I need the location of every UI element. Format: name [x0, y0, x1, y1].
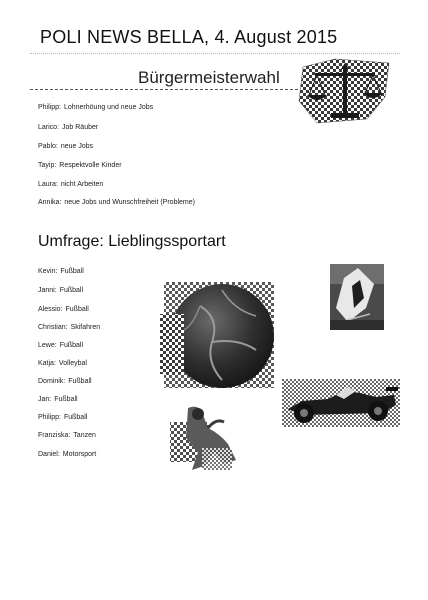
entry-text: Lohnerhöung und neue Jobs — [63, 104, 154, 111]
election-divider — [30, 89, 298, 90]
entry-text: neue Jobs und Wunschfreiheit (Probleme) — [64, 199, 195, 206]
survey-entry — [38, 342, 83, 349]
election-entry — [38, 124, 98, 131]
survey-entry — [38, 287, 83, 294]
sports-figure-icon — [168, 404, 244, 476]
entry-name: Kevin: — [38, 268, 58, 275]
skier-icon — [330, 264, 384, 330]
scales-icon — [297, 57, 393, 125]
entry-text: Fußball — [59, 342, 84, 349]
election-entry — [38, 181, 103, 188]
entry-name: Lewe: — [38, 342, 57, 349]
page-title: POLI NEWS BELLA, 4. August 2015 — [40, 27, 338, 47]
election-entry — [38, 104, 153, 111]
survey-entry — [38, 268, 84, 275]
entry-name: Franziska: — [38, 432, 71, 439]
survey-entry — [38, 396, 78, 403]
entry-name: Pablo: — [38, 143, 58, 150]
survey-heading: Umfrage: Lieblingssportart — [38, 233, 226, 250]
survey-entry — [38, 432, 96, 439]
survey-entry — [38, 414, 87, 421]
election-entry — [38, 162, 122, 169]
entry-text: Volleybal — [58, 360, 87, 367]
entry-name: Laura: — [38, 181, 58, 188]
entry-text: neue Jobs — [60, 143, 94, 150]
survey-entry — [38, 378, 92, 385]
entry-text: Fußball — [63, 414, 88, 421]
survey-entry — [38, 306, 89, 313]
entry-text: Skifahren — [70, 324, 101, 331]
entry-name: Philipp: — [38, 414, 61, 421]
survey-entry — [38, 324, 100, 331]
soccer-ball-icon — [160, 276, 280, 394]
election-heading: Bürgermeisterwahl — [138, 68, 280, 87]
entry-name: Philipp: — [38, 104, 61, 111]
entry-text: Fußball — [65, 306, 89, 313]
entry-name: Dominik: — [38, 378, 66, 385]
election-entry — [38, 143, 93, 150]
race-car-icon — [282, 379, 400, 427]
entry-text: Fußball — [54, 396, 78, 403]
entry-name: Daniel: — [38, 451, 60, 458]
entry-text: Fußball — [68, 378, 92, 385]
entry-name: Janni: — [38, 287, 57, 294]
entry-name: Alessio: — [38, 306, 63, 313]
entry-text: nicht Arbeiten — [60, 181, 104, 188]
entry-name: Jan: — [38, 396, 52, 403]
header-divider — [30, 53, 400, 54]
entry-text: Tanzen — [73, 432, 96, 439]
entry-text: Fußball — [60, 268, 84, 275]
election-entry — [38, 199, 195, 206]
entry-text: Fußball — [59, 287, 84, 294]
entry-name: Tayip: — [38, 162, 57, 169]
entry-text: Motorsport — [62, 451, 97, 458]
entry-name: Katja: — [38, 360, 56, 367]
entry-name: Christian: — [38, 324, 68, 331]
survey-entry — [38, 360, 87, 367]
survey-entry — [38, 451, 96, 458]
entry-name: Larico: — [38, 124, 60, 131]
entry-name: Annika: — [38, 199, 62, 206]
entry-text: Respektvolle Kinder — [59, 162, 122, 169]
entry-text: Job Räuber — [62, 124, 99, 131]
